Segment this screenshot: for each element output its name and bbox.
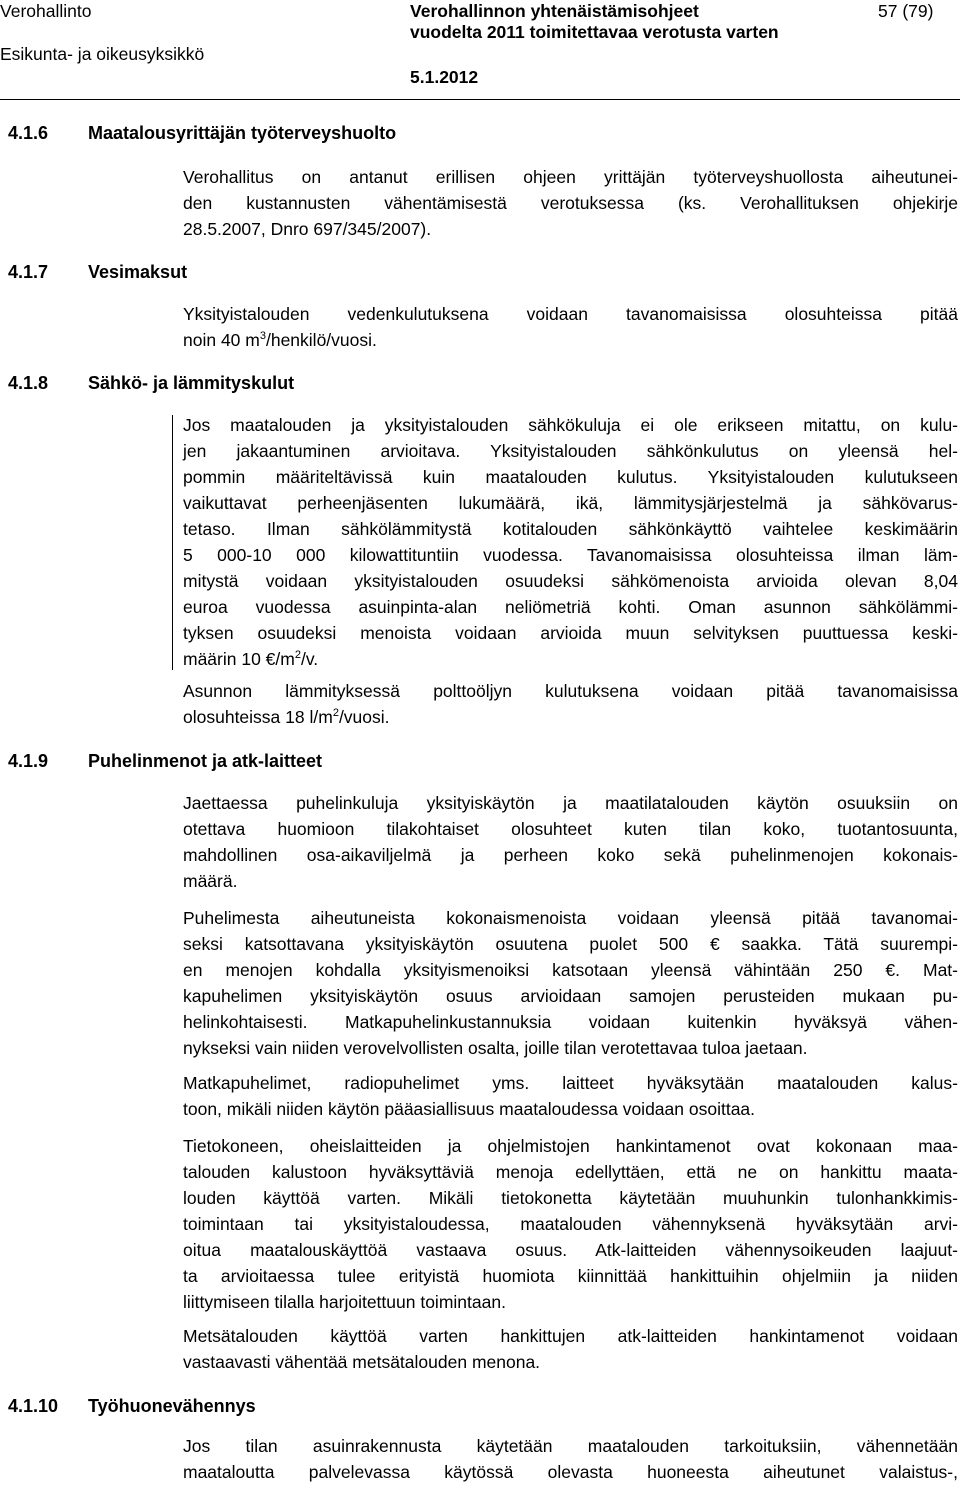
- section-title: Vesimaksut: [88, 262, 188, 282]
- section-number: 4.1.6: [8, 123, 49, 143]
- paragraph-vesimaksut: Yksityistalouden vedenkulutuksena voidaan tavanomaisissa olosuhteissa pitää noin 40 $m^3/henkilö$/vuosi.: [183, 304, 958, 350]
- section-number: 4.1.9: [8, 751, 49, 771]
- paragraph-matkapuhelimet: Matkapuhelimet, radiopuhelimet yms. laitteet hyväksytään maatalouden kalus- toon, mikäli niiden käytön pääasiallisuus maataloudessa voidaan osoittaa.: [183, 1073, 958, 1119]
- section-number: 4.1.7: [8, 262, 49, 282]
- section-title: Maatalousyrittäjän työterveyshuolto: [88, 123, 397, 143]
- header-unit: Esikunta- ja oikeusyksikkö: [0, 44, 205, 64]
- paragraph-puhelinkulut: Jaettaessa puhelinkuluja yksityiskäytön ja maatilatalouden käytön osuuksiin on otettava huomioon tilakohtaiset olosuhteet kuten tilan koko, tuotantosuunta, mahdollinen osa-aikaviljelmä ja perheen koko sekä puhelinmenojen kokonais- määrä.: [183, 793, 958, 891]
- paragraph-tietokone: Tietokoneen, oheislaitteiden ja ohjelmistojen hankintamenot ovat kokonaan maa- talouden kalustoon hyväksyttäviä menoja edellyttäen, että ne on hankittu maata- louden käyttöä varten. Mikäli tietokonetta käytetään muuhunkin tulonhankkimis- toimintaan tai yksityistaloudessa, maatalouden vähennyksenä hyväksytään arvi- oitua maatalouskäyttöä vastaava osuus. Atk-laitteiden vähennysoikeuden laajuut- ta arvioitaessa tulee erityistä huomiota kiinnittää hankittuihin ohjelmiin ja niiden liittymiseen tilalla harjoitettuun toimintaan.: [183, 1136, 958, 1312]
- paragraph-puhelinmenot: Puhelimesta aiheutuneista kokonaismenoista voidaan yleensä pitää tavanomai- seksi katsottavana yksityiskäytön osuutena puolet 500 € saakka. Tätä suurempi- en menojen kohdalla yksityismenoiksi katsotaan yleensä vähintään 250 €. Mat- kapuhelimen yksityiskäytön osuus arvioidaan samojen perusteiden mukaan pu- helinkohtaisesti. Matkapuhelinkustannuksia voidaan kuitenkin hyväksyä vähen- nykseksi vain niiden verovelvollisten osalta, joille tilan verotettavaa tuloa jaetaan.: [183, 908, 958, 1058]
- header-org: Verohallinto: [0, 1, 92, 21]
- section-heading-4-1-8: [8, 373, 294, 394]
- paragraph-lammitys: Asunnon lämmityksessä polttoöljyn kulutuksena voidaan pitää tavanomaisissa olosuhteissa 18 $l/m^2$/vuosi.: [183, 681, 958, 727]
- section-heading-4-1-7: [8, 262, 187, 283]
- header-rule: [0, 99, 960, 100]
- section-title: Työhuonevähennys: [88, 1396, 256, 1416]
- section-title: Sähkö- ja lämmityskulut: [88, 373, 295, 393]
- paragraph-metsatalous: Metsätalouden käyttöä varten hankittujen atk-laitteiden hankintamenot voidaan vastaavasti vähentää metsätalouden menona.: [183, 1326, 958, 1372]
- header-date: 5.1.2012: [410, 67, 479, 87]
- paragraph-tyoterveyshuolto: Verohallitus on antanut erillisen ohjeen yrittäjän työterveyshuollosta aiheutunei- den kustannusten vähentämisestä verotuksessa (ks. Verohallituksen ohjekirje 28.5.2007, Dnro 697/345/2007).: [183, 167, 958, 239]
- paragraph-sahkokulut: Jos maatalouden ja yksityistalouden sähkökuluja ei ole erikseen mitattu, on kulu- jen jakaantuminen arvioitava. Yksityistalouden sähkönkulutus on yleensä hel- pommin määriteltävissä kuin maatalouden kulutus. Yksityistalouden kulutukseen vaikuttavat perheenjäsenten lukumäärä, ikä, lämmitysjärjestelmä ja sähkövarus- tetaso. Ilman sähkölämmitystä kotitalouden sähkönkäyttö vaihtelee keskimäärin 5 000-10 000 kilowattituntiin vuodessa. Tavanomaisissa olosuhteissa ilman läm- mitystä voidaan yksityistalouden osuudeksi sähkömenoista arvioida olevan 8,04 euroa vuodessa asuinpinta-alan neliömetriä kohti. Oman asunnon sähkölämmi- tyksen osuudeksi menoista voidaan arvioida muun selvityksen puuttuessa keski- määrin 10 $€/m^2/v$.: [183, 415, 958, 669]
- section-number: 4.1.10: [8, 1396, 59, 1416]
- change-bar: [172, 415, 173, 670]
- header-doc-title-2: vuodelta 2011 toimitettavaa verotusta varten: [410, 22, 779, 42]
- section-number: 4.1.8: [8, 373, 49, 393]
- paragraph-tyohuone: Jos tilan asuinrakennusta käytetään maatalouden tarkoituksiin, vähennetään maataloutta palvelevassa käytössä olevasta huoneesta aiheutunet valaistus-,: [183, 1436, 958, 1482]
- section-heading-4-1-10: [8, 1396, 256, 1417]
- header-doc-title-1: Verohallinnon yhtenäistämisohjeet: [410, 1, 699, 21]
- section-title: Puhelinmenot ja atk-laitteet: [88, 751, 323, 771]
- section-heading-4-1-9: [8, 751, 322, 772]
- section-heading-4-1-6: [8, 123, 396, 144]
- header-page-number: 57 (79): [878, 1, 934, 21]
